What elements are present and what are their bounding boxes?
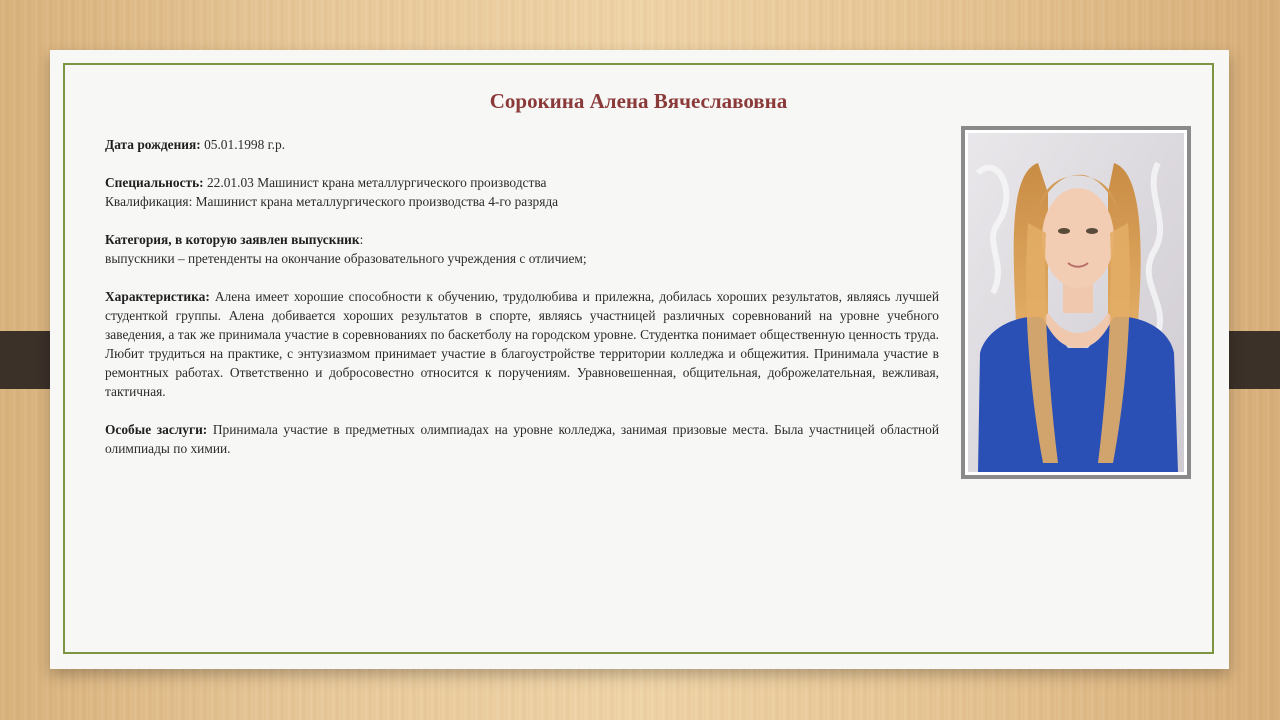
student-photo — [968, 133, 1184, 472]
specialty-row — [105, 173, 939, 192]
birth-value: 05.01.1998 г.р. — [200, 137, 286, 152]
category-row — [105, 230, 939, 249]
birth-row — [105, 135, 939, 154]
merits-row — [105, 420, 939, 458]
characteristic-label: Характеристика: — [105, 289, 210, 304]
specialty-label: Специальность: — [105, 175, 204, 190]
profile-card — [50, 50, 1229, 669]
merits-label: Особые заслуги: — [105, 422, 208, 437]
category-value: выпускники – претенденты на окончание образовательного учреждения с отличием; — [105, 251, 587, 266]
characteristic-text: Алена имеет хорошие способности к обучению, трудолюбива и прилежна, добилась хороших результатов, являясь лучшей студенткой группы. Алена добивается хороших результатов в спорте, являясь участницей различных соревнований на уровне учебного заведения, а так же принимала участие в соревнованиях по баскетболу на городском уровне. Студентка понимает общественную ценность труда. Любит трудиться на практике, с энтузиазмом принимает участие в благоустройстве территории колледжа и общежития. Принимала участие в ремонтных работах. Ответственно и добросовестно относится к поручениям. Уравновешенная, общительная, доброжелательная, вежливая, тактичная. — [105, 289, 939, 399]
category-label: Категория, в которую заявлен выпускник — [105, 232, 360, 247]
profile-text — [105, 135, 939, 458]
qualification-row: Квалификация: Машинист крана металлургического производства 4-го разряда — [105, 194, 559, 209]
page-title: Сорокина Алена Вячеславовна — [489, 89, 788, 113]
category-colon: : — [359, 232, 364, 247]
card-border — [63, 63, 1214, 654]
specialty-value: 22.01.03 Машинист крана металлургического производства — [203, 175, 547, 190]
characteristic-row — [105, 287, 939, 401]
student-photo-frame — [961, 126, 1191, 479]
merits-text: Принимала участие в предметных олимпиадах на уровне колледжа, занимая призовые места. Была участницей областной олимпиады по химии. — [105, 422, 939, 456]
birth-label: Дата рождения: — [105, 137, 201, 152]
